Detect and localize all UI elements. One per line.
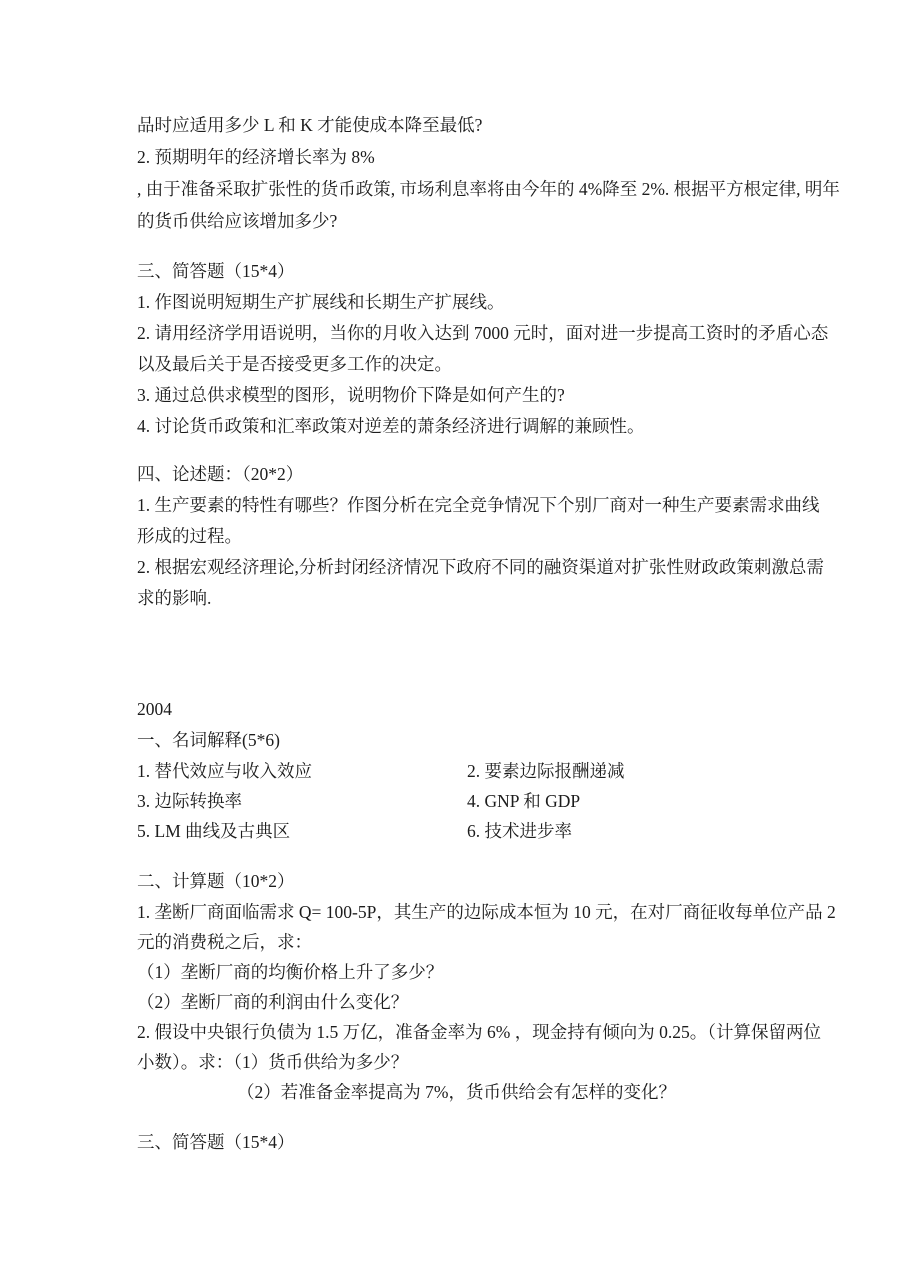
page-content [137, 109, 877, 1158]
question-line: 小数）。求：（1）货币供给为多少？ [137, 1052, 409, 1072]
question-line: 1. 垄断厂商面临需求 Q= 100-5P，其生产的边际成本恒为 10 元，在对厂商征收每单位产品 2 [137, 902, 836, 922]
question-line: 以及最后关于是否接受更多工作的决定。 [137, 354, 452, 374]
term-item: 4. GNP 和 GDP [467, 791, 581, 811]
section-heading: 一、名词解释(5*6) [137, 730, 280, 750]
question-line-indented: （2）若准备金率提高为 7%，货币供给会有怎样的变化？ [237, 1082, 676, 1102]
section-heading: 二、计算题（10*2） [137, 871, 295, 891]
term-row [137, 786, 877, 816]
terms-section [137, 725, 877, 846]
question-line: （1）垄断厂商的均衡价格上升了多少？ [137, 962, 444, 982]
question-line: （2）垄断厂商的利润由什么变化？ [137, 992, 409, 1012]
question-line: 求的影响. [137, 588, 212, 608]
question-line: 形成的过程。 [137, 526, 242, 546]
question-line: 2. 请用经济学用语说明，当你的月收入达到 7000 元时，面对进一步提高工资时的矛盾心态 [137, 323, 829, 343]
section-heading: 四、论述题：（20*2） [137, 464, 304, 484]
term-item: 6. 技术进步率 [467, 821, 572, 841]
question-line: 1. 生产要素的特性有哪些？作图分析在完全竞争情况下个别厂商对一种生产要素需求曲线 [137, 495, 820, 515]
text-line: 的货币供给应该增加多少? [137, 211, 338, 231]
year-heading: 2004 [137, 699, 172, 719]
question-line: 1. 作图说明短期生产扩展线和长期生产扩展线。 [137, 292, 505, 312]
term-item: 1. 替代效应与收入效应 [137, 761, 312, 781]
term-item: 2. 要素边际报酬递减 [467, 761, 625, 781]
section-heading: 三、简答题（15*4） [137, 1132, 295, 1152]
question-line: 元的消费税之后，求： [137, 932, 312, 952]
text-line: , 由于准备采取扩张性的货币政策, 市场利息率将由今年的 4%降至 2%. 根据平方根定律, 明年 [137, 179, 840, 199]
calculation-section [137, 866, 877, 1107]
text-line: 2. 预期明年的经济增长率为 8% [137, 147, 375, 167]
question-line: 3. 通过总供求模型的图形，说明物价下降是如何产生的? [137, 385, 565, 405]
term-item: 3. 边际转换率 [137, 791, 242, 811]
question-line: 2. 根据宏观经济理论,分析封闭经济情况下政府不同的融资渠道对扩张性财政政策刺激总需 [137, 557, 824, 577]
question-line: 2. 假设中央银行负债为 1.5 万亿，准备金率为 6% ，现金持有倾向为 0.25。（计算保留两位 [137, 1022, 821, 1042]
text-line: 品时应适用多少 L 和 K 才能使成本降至最低? [137, 115, 483, 135]
question-continuation-block [137, 109, 877, 237]
short-answer-section [137, 256, 877, 442]
question-line: 4. 讨论货币政策和汇率政策对逆差的萧条经济进行调解的兼顾性。 [137, 416, 645, 436]
section-heading: 三、简答题（15*4） [137, 261, 295, 281]
term-item: 5. LM 曲线及古典区 [137, 821, 291, 841]
term-row [137, 756, 877, 786]
essay-section [137, 459, 877, 614]
term-row [137, 816, 877, 846]
